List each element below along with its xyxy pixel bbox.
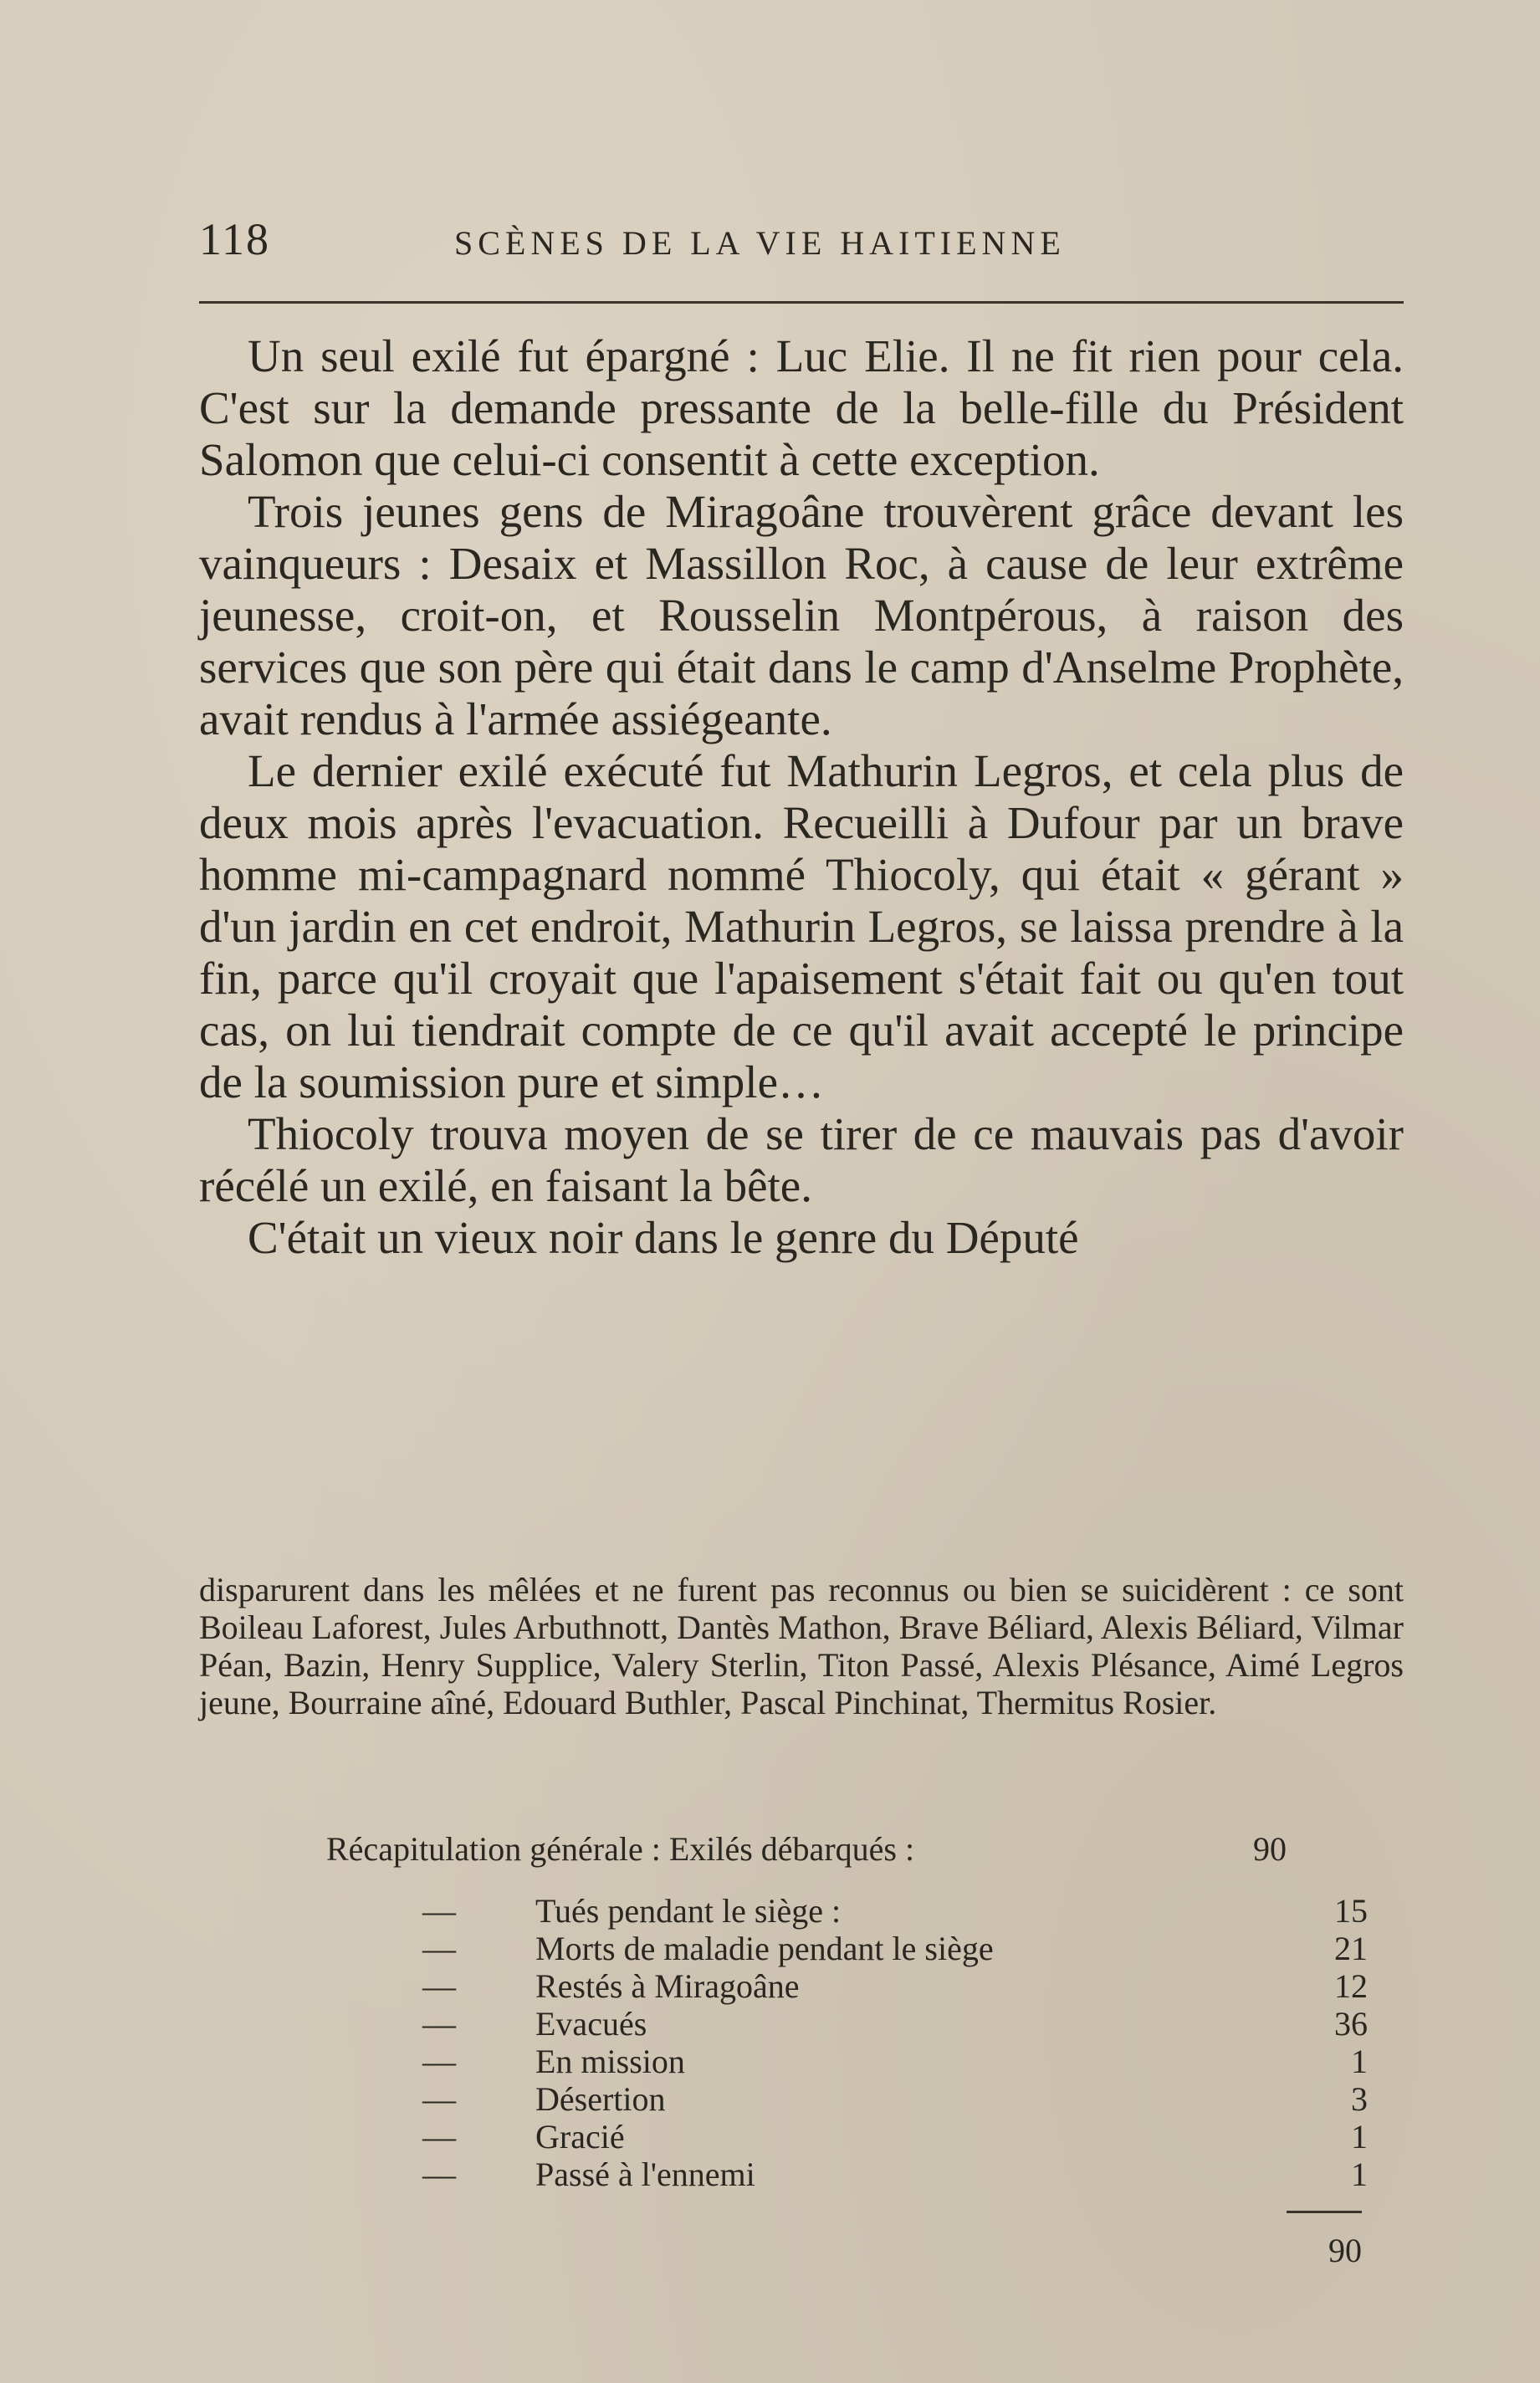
recap-row [422,1892,1368,1930]
recap-dash: — [422,2005,456,2043]
recap-row [422,2043,1368,2080]
recap-value: 1 [1351,2043,1368,2080]
recap-dash: — [422,1892,456,1930]
recap-row [422,2118,1368,2155]
recap-label: Passé à l'ennemi [535,2155,755,2193]
running-title: SCÈNES DE LA VIE HAITIENNE [454,224,1066,262]
recap-label: Désertion [535,2080,666,2118]
sum-rule [1287,2211,1362,2213]
recap-value: 1 [1351,2118,1368,2155]
recap-label: Gracié [535,2118,625,2155]
recap-dash: — [422,1930,456,1967]
main-text [199,330,1404,1264]
paragraph: Un seul exilé fut épargné : Luc Elie. Il ne fit rien pour cela. C'est sur la demande pressante de la belle-fille du Président Salomon que celui-ci consentit à cette exception. [199,330,1404,485]
recap-dash: — [422,2043,456,2080]
recap-label: Evacués [535,2005,647,2043]
recap-value: 3 [1351,2080,1368,2118]
footnote-text: disparurent dans les mêlées et ne furent pas reconnus ou bien se suicidèrent : ce sont Boileau Laforest, Jules Arbuthnott, Dantès Mathon, Brave Béliard, Alexis Béliard, Vilmar Péan, Bazin, Henry Supplice, Valery Sterlin, Titon Passé, Alexis Plésance, Aimé Legros jeune, Bourraine aîné, Edouard Buthler, Pascal Pinchinat, Thermitus Rosier. [199,1571,1404,1721]
recap-heading [326,1830,1330,1869]
recap-row [422,2005,1368,2043]
recap-row [422,1967,1368,2005]
recap-value: 21 [1334,1930,1368,1967]
recap-dash: — [422,1967,456,2005]
recap-value: 1 [1351,2155,1368,2193]
recap-value: 15 [1334,1892,1368,1930]
recap-dash: — [422,2155,456,2193]
recap-label: Tués pendant le siège : [535,1892,842,1930]
recap-row [422,1930,1368,1967]
paragraph: Le dernier exilé exécuté fut Mathurin Legros, et cela plus de deux mois après l'evacuation. Recueilli à Dufour par un brave homme mi-campagnard nommé Thiocoly, qui était « gérant » d'un jardin en cet endroit, Mathurin Legros, se laissa prendre à la fin, parce qu'il croyait que l'apaisement s'était fait ou qu'en tout cas, on lui tiendrait compte de ce qu'il avait accepté le principe de la soumission pure et simple… [199,745,1404,1107]
page-number: 118 [199,214,270,264]
recap-value: 12 [1334,1967,1368,2005]
recap-table [422,1892,1368,2193]
footnote [199,1571,1404,1721]
recap-row [422,2155,1368,2193]
recap-label: Restés à Miragoâne [535,1967,800,2005]
paragraph: Thiocoly trouva moyen de se tirer de ce mauvais pas d'avoir récélé un exilé, en faisant la bête. [199,1108,1404,1211]
recap-row [422,2080,1368,2118]
recap-value: 36 [1334,2005,1368,2043]
recap-dash: — [422,2118,456,2155]
page-header [199,213,1404,263]
paragraph: Trois jeunes gens de Miragoâne trouvèrent grâce devant les vainqueurs : Desaix et Massillon Roc, à cause de leur extrême jeunesse, croit-on, et Rousselin Montpérous, à raison des services que son père qui était dans le camp d'Anselme Prophète, avait rendus à l'armée assiégeante. [199,486,1404,744]
paragraph: C'était un vieux noir dans le genre du Député [248,1212,1079,1263]
recap-label: En mission [535,2043,685,2080]
recap-label: Morts de maladie pendant le siège [535,1930,994,1967]
header-rule [199,301,1404,304]
recap-total-debarques: 90 [1253,1830,1287,1868]
recap-sum: 90 [1328,2232,1362,2269]
recap-dash: — [422,2080,456,2118]
recap-title: Récapitulation générale : Exilés débarqués : [326,1830,915,1868]
